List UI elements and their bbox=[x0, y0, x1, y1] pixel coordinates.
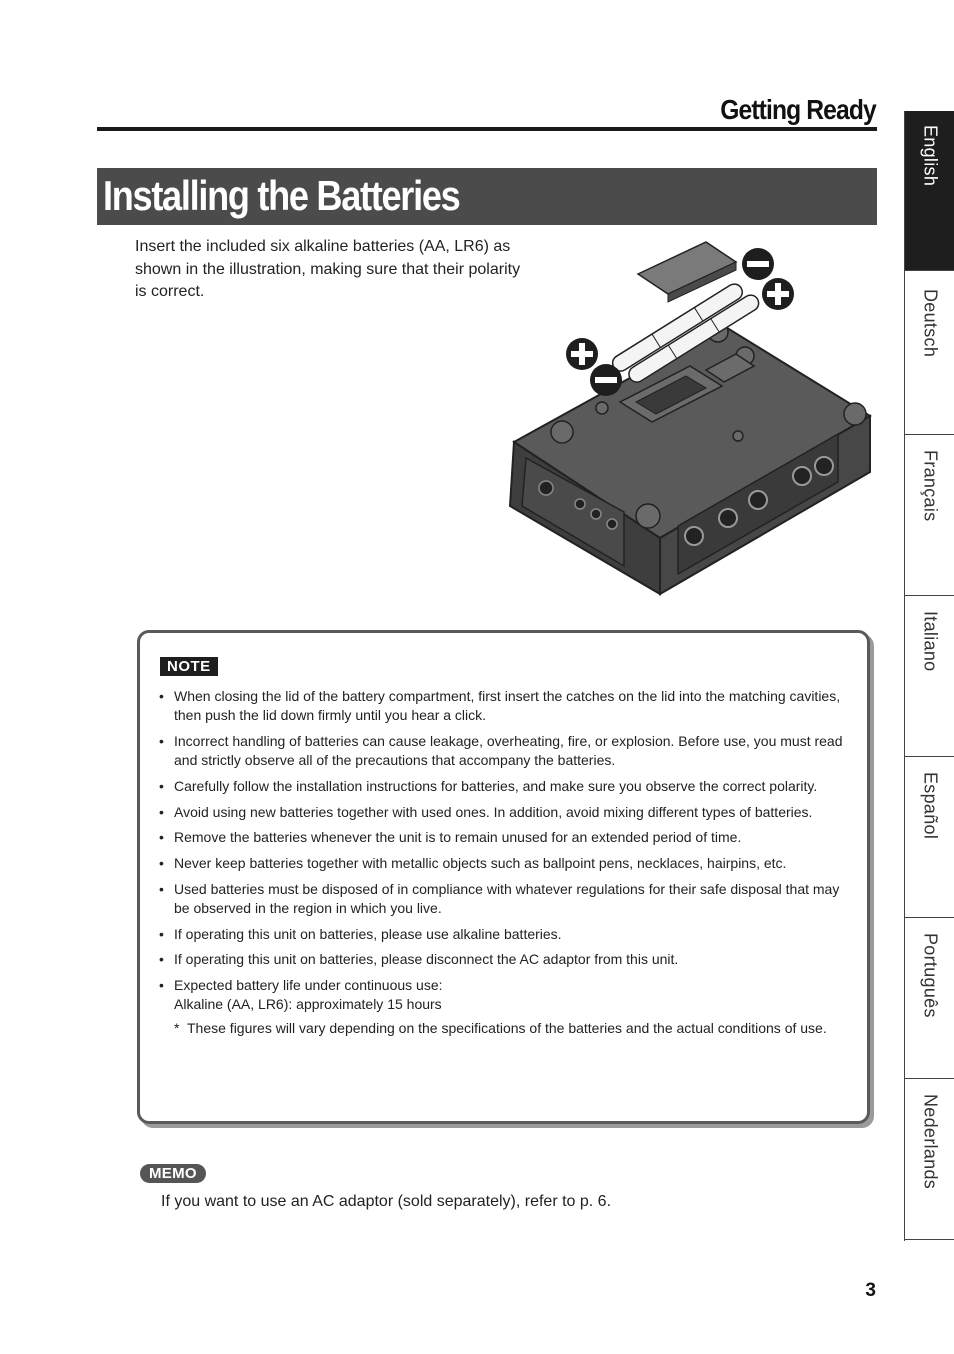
section-title: Getting Ready bbox=[720, 94, 876, 125]
list-item: • If operating this unit on batteries, please use alkaline batteries. bbox=[159, 925, 562, 942]
tab-portugues[interactable]: Português bbox=[905, 919, 954, 1079]
note-tag: NOTE bbox=[160, 657, 218, 676]
minus-icon bbox=[590, 364, 622, 396]
tab-espanol[interactable]: Español bbox=[905, 758, 954, 918]
note-box bbox=[137, 630, 870, 1124]
section-divider bbox=[97, 127, 877, 131]
tab-nederlands[interactable]: Nederlands bbox=[905, 1080, 954, 1240]
title-bar bbox=[97, 168, 877, 225]
page-title: Installing the Batteries bbox=[103, 172, 460, 219]
list-item: • Expected battery life under continuous use: Alkaline (AA, LR6): approximately 15 hours * These figures will vary depending on the specifications of the batteries and the actual conditions of use. bbox=[156, 976, 856, 1039]
battery-life-value: Alkaline (AA, LR6): approximately 15 hours bbox=[174, 996, 442, 1013]
footnote: * These figures will vary depending on the specifications of the batteries and the actual conditions of use. bbox=[174, 1020, 827, 1037]
list-item: • Avoid using new batteries together with used ones. In addition, avoid mixing different types of batteries. bbox=[159, 803, 813, 820]
plus-icon bbox=[762, 278, 794, 310]
list-item: • Used batteries must be disposed of in compliance with whatever regulations for their safe disposal that may be observed in the region in which you live. bbox=[159, 880, 840, 916]
note-list bbox=[156, 687, 856, 1045]
list-item: • When closing the lid of the battery compartment, first insert the catches on the lid into the matching cavities, then push the lid down firmly until you hear a click. bbox=[159, 688, 841, 724]
memo-text: If you want to use an AC adaptor (sold separately), refer to p. 6. bbox=[161, 1193, 612, 1210]
tab-deutsch[interactable]: Deutsch bbox=[905, 275, 954, 435]
plus-icon bbox=[566, 338, 598, 370]
list-item: • Incorrect handling of batteries can cause leakage, overheating, fire, or explosion. Before use, you must read and strictly observe all of the precautions that accompany the batteries. bbox=[159, 732, 843, 769]
list-item: • Never keep batteries together with metallic objects such as ballpoint pens, necklaces, hairpins, etc. bbox=[159, 854, 787, 871]
list-item: • Remove the batteries whenever the unit is to remain unused for an extended period of time. bbox=[159, 829, 742, 846]
memo-tag: MEMO bbox=[140, 1164, 206, 1183]
page-number: 3 bbox=[865, 1280, 876, 1301]
tab-francais[interactable]: Français bbox=[905, 436, 954, 596]
battery-installation-illustration bbox=[500, 236, 880, 606]
intro-paragraph: Insert the included six alkaline batteries (AA, LR6) as shown in the illustration, making sure that their polarity is correct. bbox=[135, 238, 521, 300]
tab-italiano[interactable]: Italiano bbox=[905, 597, 954, 757]
list-item: • If operating this unit on batteries, please disconnect the AC adaptor from this unit. bbox=[159, 951, 679, 968]
list-item: • Carefully follow the installation instructions for batteries, and make sure you observe the correct polarity. bbox=[159, 777, 818, 794]
language-tabs bbox=[904, 111, 954, 1241]
tab-english[interactable]: English bbox=[905, 111, 954, 271]
minus-icon bbox=[742, 248, 774, 280]
device-illustration bbox=[510, 322, 870, 594]
battery-life-label: Expected battery life under continuous use: bbox=[174, 976, 443, 993]
